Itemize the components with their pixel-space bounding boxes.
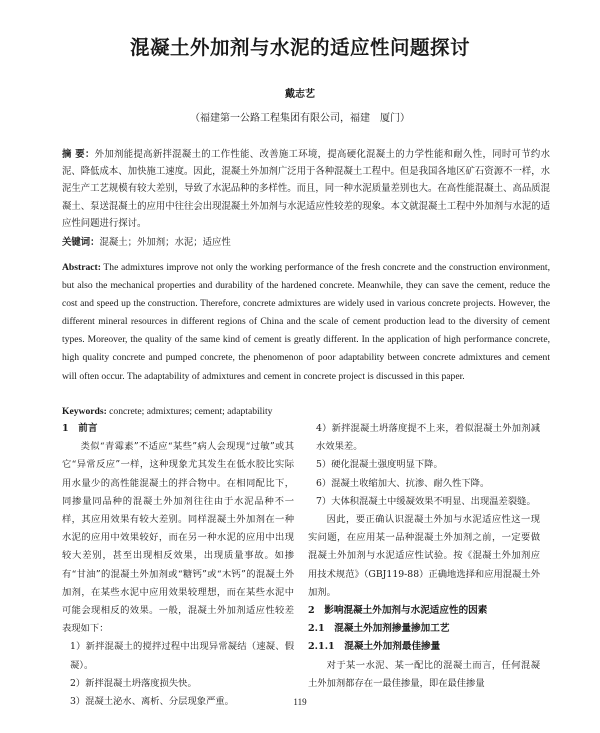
abstract-chinese-label: 摘 要： [62,149,95,160]
keywords-chinese-text: 混凝土；外加剂；水泥；适应性 [99,237,231,248]
section-2-heading: 2 影响混凝土外加剂与水泥适应性的因素 [308,605,488,617]
keywords-chinese-label: 关键词： [62,237,100,248]
list-item: 7）大体积混凝土中缓凝效果不明显、出现温差裂缝。 [316,495,536,507]
section-2-1-1-paragraph: 对于某一水泥、某一配比的混凝土而言，任何混凝土外加剂都存在一最佳掺量，即在最佳掺量 [308,659,540,689]
conclusion-paragraph: 因此，要正确认识混凝土外加与水泥适应性这一现实问题，在应用某一品种混凝土外加剂之前，一定要做混凝土外加剂与水泥适应性试验。按《混凝土外加剂应用技术规范》（GBJ119-88）正确地选择和应用混凝土外加剂。 [308,514,540,598]
author-name: 戴志艺 [285,89,315,100]
keywords-english-label: Keywords: [62,406,107,417]
list-item: 6）混凝土收缩加大、抗渗、耐久性下降。 [316,477,490,489]
abstract-chinese-text: 外加剂能提高新拌混凝土的工作性能、改善施工环境，提高硬化混凝土的力学性能和耐久性，同时可节约水泥、降低成本、加快施工速度。因此，混凝土外加剂广泛用于各种混凝土工程中。但是我国各地区矿石资源不一样，水泥生产工艺规模有较大差别，导致了水泥品种的多样性。而且，同一种水泥质量差别也大。在高性能混凝土、高品质混凝土、泵送混凝土的应用中往往会出现混凝土外加剂与水泥适应性较差的现象。本文就混凝土工程中外加剂与水泥的适应性问题进行探讨。 [62,149,550,229]
paper-title: 混凝土外加剂与水泥的适应性问题探讨 [129,36,470,59]
list-item: 3）混凝土泌水、离析、分层现象严重。 [70,696,234,708]
list-item: 1）新拌混凝土的搅拌过程中出现异常凝结（速凝、假凝）。 [70,641,294,671]
abstract-english-text: The admixtures improve not only the working performance of the fresh concrete and the construction environment, but also the mechanical properties and durability of the hardened concrete. Meanwhile, they can save the cement, reduce the cost and speed up the construction. Therefore, concrete admixtures are widely used in various concrete projects. However, the different mineral resources in different regions of China and the scale of cement production lead to the diversity of cement types. Moreover, the quality of the same kind of cement is greatly different. In the application of high performance concrete, high quality concrete and pumped concrete, the phenomenon of poor adaptability between concrete admixtures and cement will often occur. The adaptability of admixtures and cement in concrete project is discussed in this paper. [62,262,550,382]
keywords-chinese [62,234,550,251]
abstract-english-label: Abstract: [62,262,101,273]
page-number: 119 [293,697,307,707]
abstract-english [62,259,550,386]
right-column [308,420,540,693]
section-1-paragraph: 类似“青霉素”不适应“某些”病人会现现“过敏”或其它“异常反应”一样，这种现象尤其发生在低水胶比实际用水量少的高性能混凝土的拌合物中。在相同配比下，同掺量同品种的混凝土外加剂往往由于水泥品种不一样，其应用效果有较大差别。同样混凝土外加剂在一种水泥的应用中效果较好，而在另一种水泥的应用中出现较大差别，甚至出现相反效果，出现质量事故。如掺有“甘油”的混凝土外加剂或“糖钙”或“木钙”的混凝土外加剂，在某些水泥中应用效果较理想，而在某些水泥中可能会现相反的效果。一般，混凝土外加剂适应性较差表现如下： [62,441,294,635]
section-1-heading: 1 前言 [62,423,98,434]
list-item: 2）新拌混凝土坍落度损失快。 [70,677,197,689]
section-2-1-1-heading: 2.1.1 混凝土外加剂最佳掺量 [308,641,441,653]
keywords-english-text: concrete; admixtures; cement; adaptability [109,406,273,417]
list-item: 5）硬化混凝土强度明显下降。 [316,459,443,471]
section-2-1-heading: 2.1 混凝土外加剂掺量掺加工艺 [308,623,450,635]
author-affiliation: （福建第一公路工程集团有限公司，福建 厦门） [190,113,410,124]
left-column [62,420,294,711]
abstract-chinese [62,146,550,232]
keywords-english [62,404,550,420]
list-item: 4）新拌混凝土坍落度提不上来，着似混凝土外加剂减水效果差。 [316,423,540,453]
